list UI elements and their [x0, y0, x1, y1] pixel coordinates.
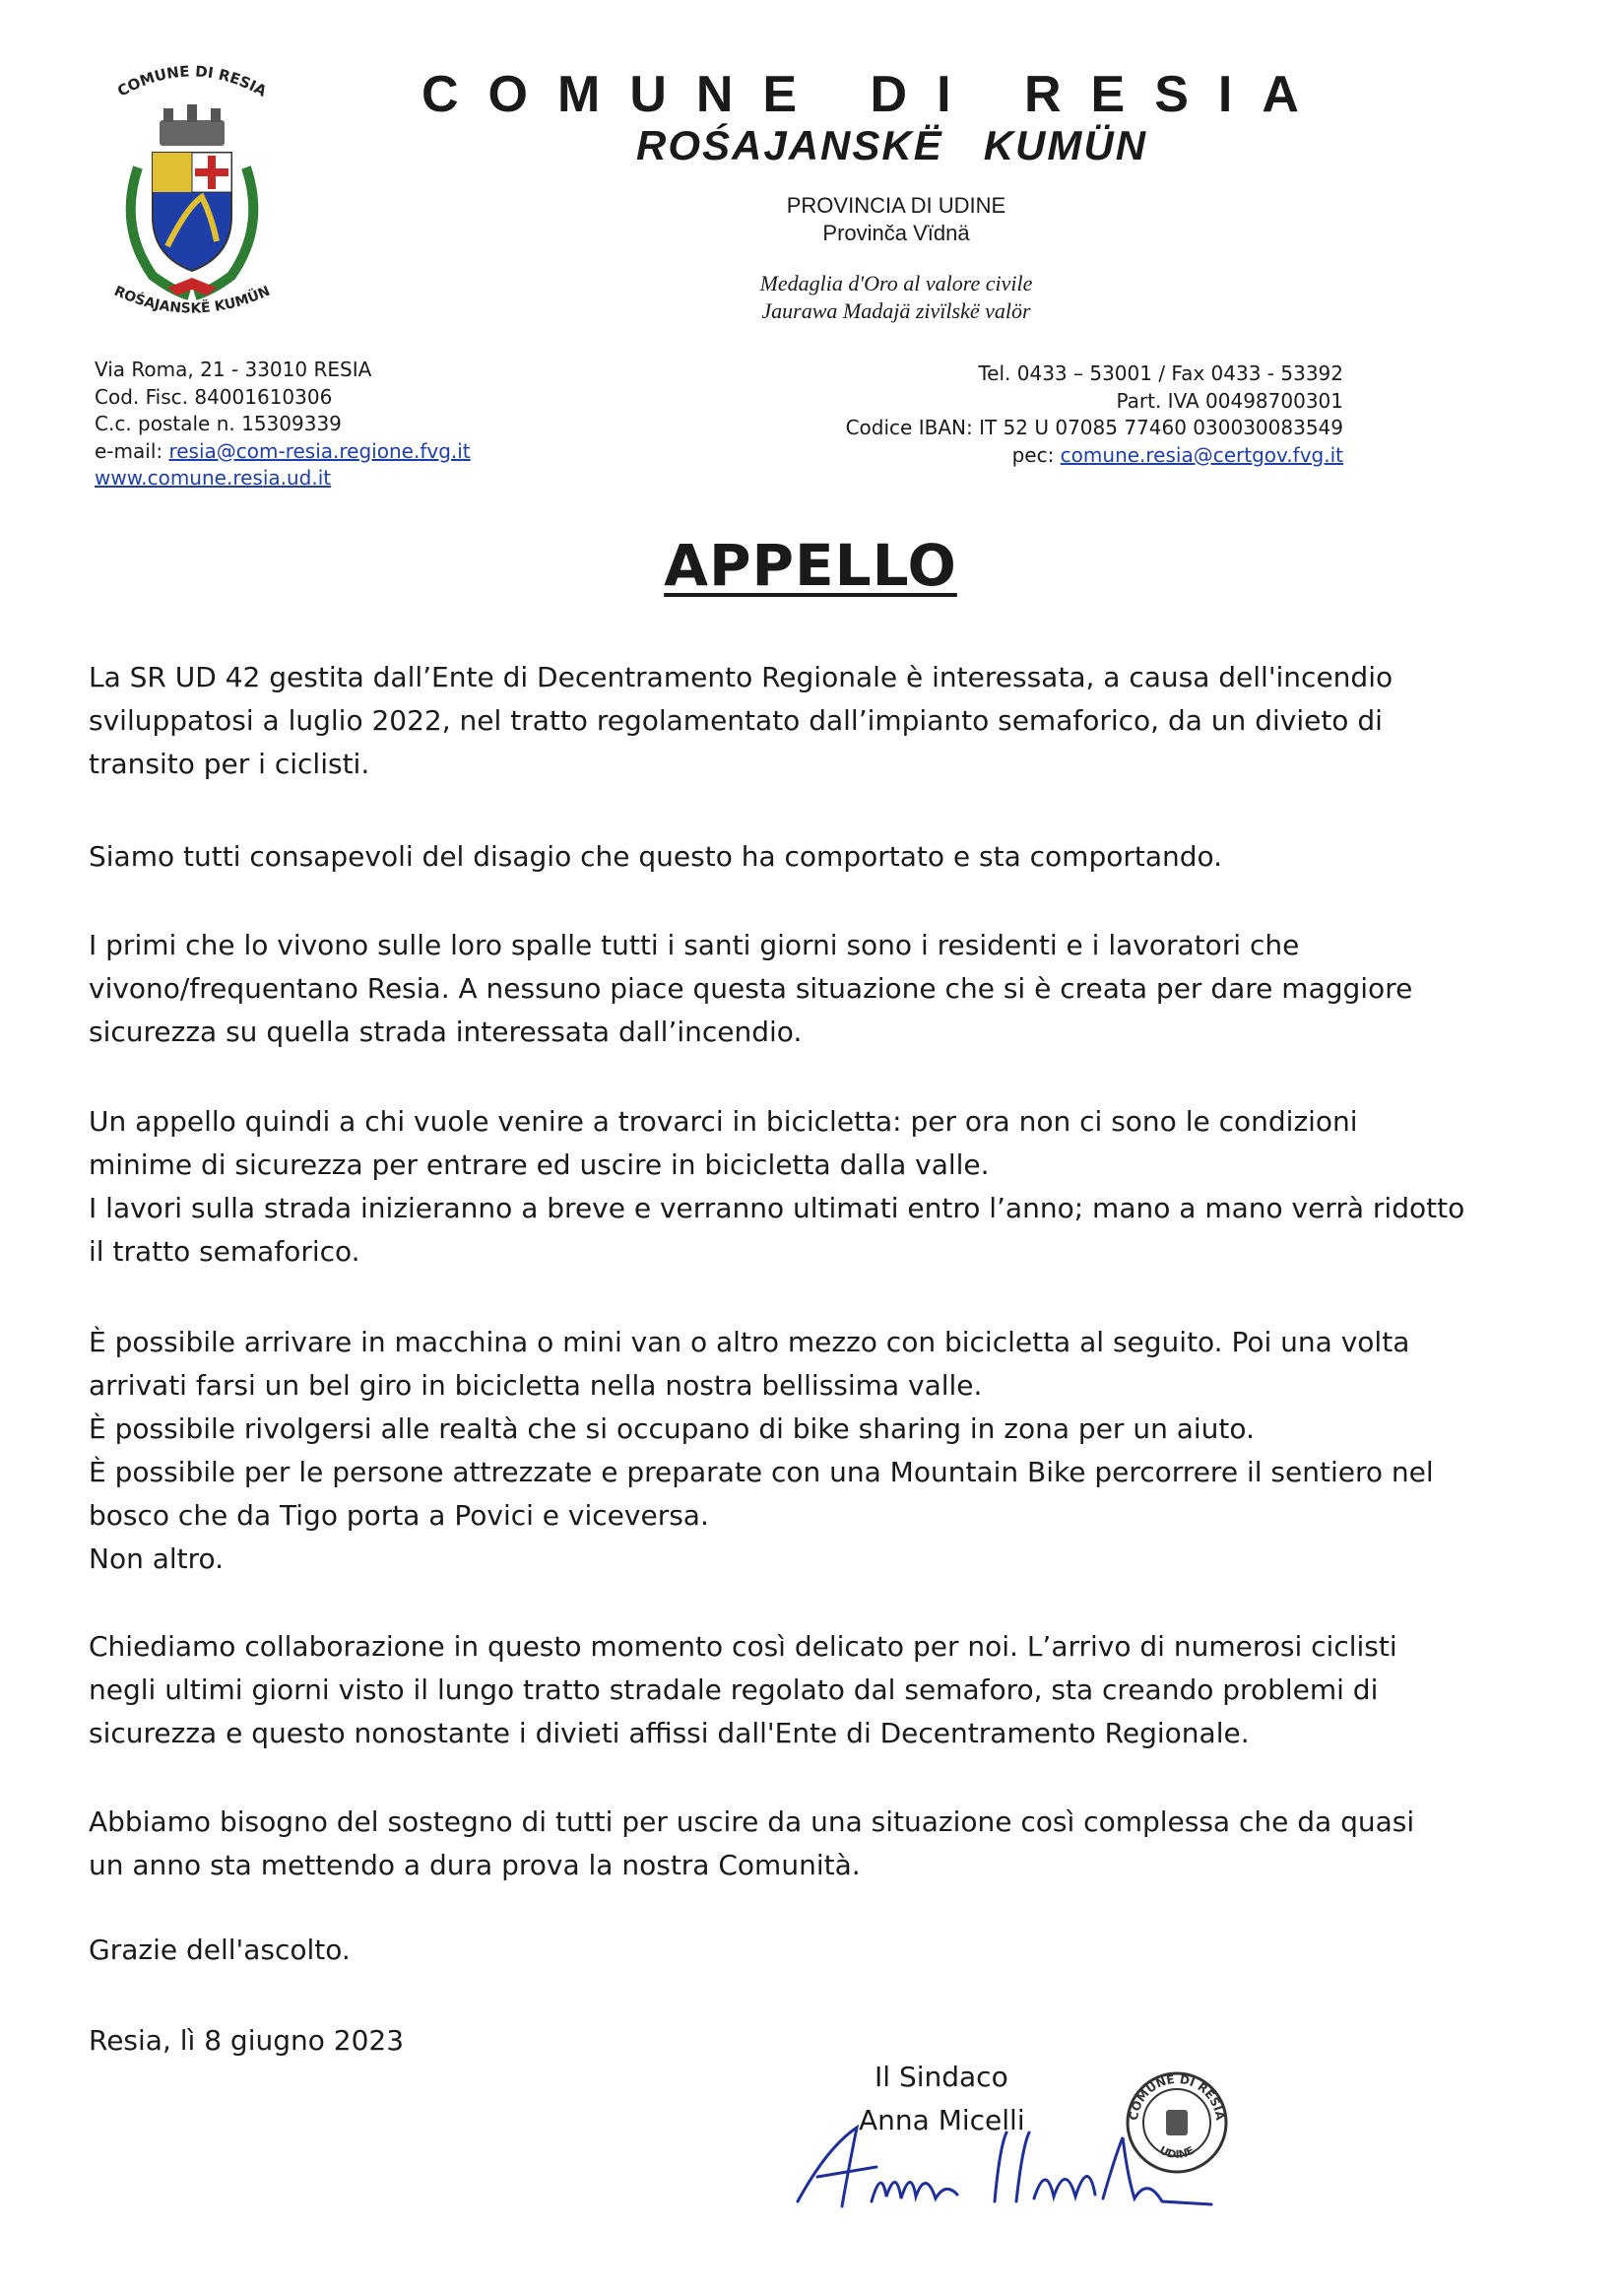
svg-text:ROŚAJANSKË KUMÜN: ROŚAJANSKË KUMÜN	[111, 283, 273, 317]
text-line: negli ultimi giorni visto il lungo tratto stradale regolato dal semaforo, sta creando problemi di	[89, 1673, 1379, 1706]
paragraph-road-closure	[89, 656, 1517, 786]
text-line: I primi che lo vivono sulle loro spalle tutti i santi giorni sono i residenti e i lavoratori che	[89, 929, 1300, 961]
text-line: sicurezza e questo nonostante i divieti affissi dall'Ente di Decentramento Regionale.	[89, 1717, 1250, 1749]
pec-link[interactable]: comune.resia@certgov.fvg.it	[1060, 442, 1343, 467]
postal-account: C.c. postale n. 15309339	[95, 412, 342, 435]
svg-text:COMUNE DI RESIA: COMUNE DI RESIA	[114, 62, 270, 100]
text-line: È possibile arrivare in macchina o mini van o altro mezzo con bicicletta al seguito. Poi una volta	[89, 1326, 1410, 1358]
paragraph-residents	[89, 924, 1517, 1054]
paragraph-awareness	[89, 835, 1517, 879]
text-line: È possibile rivolgersi alle realtà che si occupano di bike sharing in zona per un aiuto.	[89, 1412, 1255, 1445]
text-line: Un appello quindi a chi vuole venire a trovarci in bicicletta: per ora non ci sono le condizioni	[89, 1105, 1358, 1138]
pec-line	[846, 442, 1343, 470]
paragraph-alternatives	[89, 1321, 1517, 1581]
place-and-date	[89, 2019, 1517, 2063]
iban: Codice IBAN: IT 52 U 07085 77460 030030083549	[845, 416, 1343, 439]
vat-number: Part. IVA 00498700301	[1116, 388, 1343, 413]
text-line: minime di sicurezza per entrare ed uscire in bicicletta dalla valle.	[89, 1148, 990, 1181]
text-line: Siamo tutti consapevoli del disagio che questo ha comportato e sta comportando.	[89, 840, 1223, 873]
province-name: PROVINCIA DI UDINE	[786, 193, 1006, 218]
municipality-title-local: ROŚAJANSKË KUMÜN	[636, 122, 1148, 168]
website-link[interactable]: www.comune.resia.ud.it	[95, 466, 332, 490]
text-line: il tratto semaforico.	[89, 1235, 360, 1268]
pec-label: pec:	[1011, 442, 1061, 467]
text-line: un anno sta mettendo a dura prova la nostra Comunità.	[89, 1849, 861, 1881]
text-line: vivono/frequentano Resia. A nessuno piace questa situazione che si è creata per dare maggiore	[89, 972, 1413, 1005]
svg-text:UDINE: UDINE	[1157, 2143, 1197, 2162]
text-line: I lavori sulla strada inizieranno a breve e verranno ultimati entro l’anno; mano a mano verrà ridotto	[89, 1192, 1465, 1224]
fiscal-code: Cod. Fisc. 84001610306	[95, 384, 333, 409]
address: Via Roma, 21 - 33010 RESIA	[95, 358, 372, 381]
text-line: transito per i ciclisti.	[89, 748, 370, 780]
phone-fax: Tel. 0433 – 53001 / Fax 0433 - 53392	[978, 361, 1343, 385]
official-stamp	[1123, 2068, 1231, 2177]
province-name-local: Provinča Vïdnä	[822, 221, 970, 245]
text-line: Abbiamo bisogno del sostegno di tutti per uscire da una situazione così complessa che da quasi	[89, 1805, 1415, 1838]
text-line: Resia, lì 8 giugno 2023	[89, 2024, 405, 2057]
text-line: arrivati farsi un bel giro in bicicletta nella nostra bellissima valle.	[89, 1369, 983, 1402]
medal-award: Medaglia d'Oro al valore civile	[759, 271, 1033, 295]
medal-award-local: Jaurawa Madajä zivïlskë valör	[761, 298, 1031, 323]
coat-of-arms-logo	[98, 59, 286, 340]
text-line: Chiediamo collaborazione in questo momento così delicato per noi. L’arrivo di numerosi ciclisti	[89, 1630, 1397, 1663]
paragraph-appeal	[89, 1100, 1517, 1274]
email-label: e-mail:	[95, 438, 169, 463]
text-line: bosco che da Tigo porta a Povici e viceversa.	[89, 1499, 709, 1532]
text-line: sicurezza su quella strada interessata dall’incendio.	[89, 1016, 803, 1048]
paragraph-support	[89, 1801, 1517, 1887]
text-line: La SR UD 42 gestita dall’Ente di Decentramento Regionale è interessata, a causa dell'incendio	[89, 661, 1394, 693]
text-line: sviluppatosi a luglio 2022, nel tratto regolamentato dall’impianto semaforico, da un divieto di	[89, 704, 1383, 737]
contact-info-right	[846, 361, 1343, 469]
municipality-title: COMUNE DI RESIA	[421, 66, 1329, 123]
closing-thanks	[89, 1929, 1517, 1972]
text-line: Non altro.	[89, 1542, 225, 1575]
heading-text: APPELLO	[664, 532, 957, 599]
text-line: Grazie dell'ascolto.	[89, 1934, 351, 1966]
contact-info-left	[95, 357, 471, 492]
text-line: È possibile per le persone attrezzate e preparate con una Mountain Bike percorrere il sentiero nel	[89, 1456, 1434, 1488]
paragraph-collaboration	[89, 1625, 1517, 1755]
signatory-role: Il Sindaco	[875, 2061, 1008, 2093]
website-line	[95, 465, 471, 492]
email-line	[95, 438, 471, 466]
svg-text:COMUNE DI RESIA: COMUNE DI RESIA	[1126, 2071, 1228, 2122]
signatory-name: Anna Micelli	[859, 2104, 1025, 2136]
document-heading	[0, 532, 1621, 599]
email-link[interactable]: resia@com-resia.regione.fvg.it	[168, 438, 471, 463]
